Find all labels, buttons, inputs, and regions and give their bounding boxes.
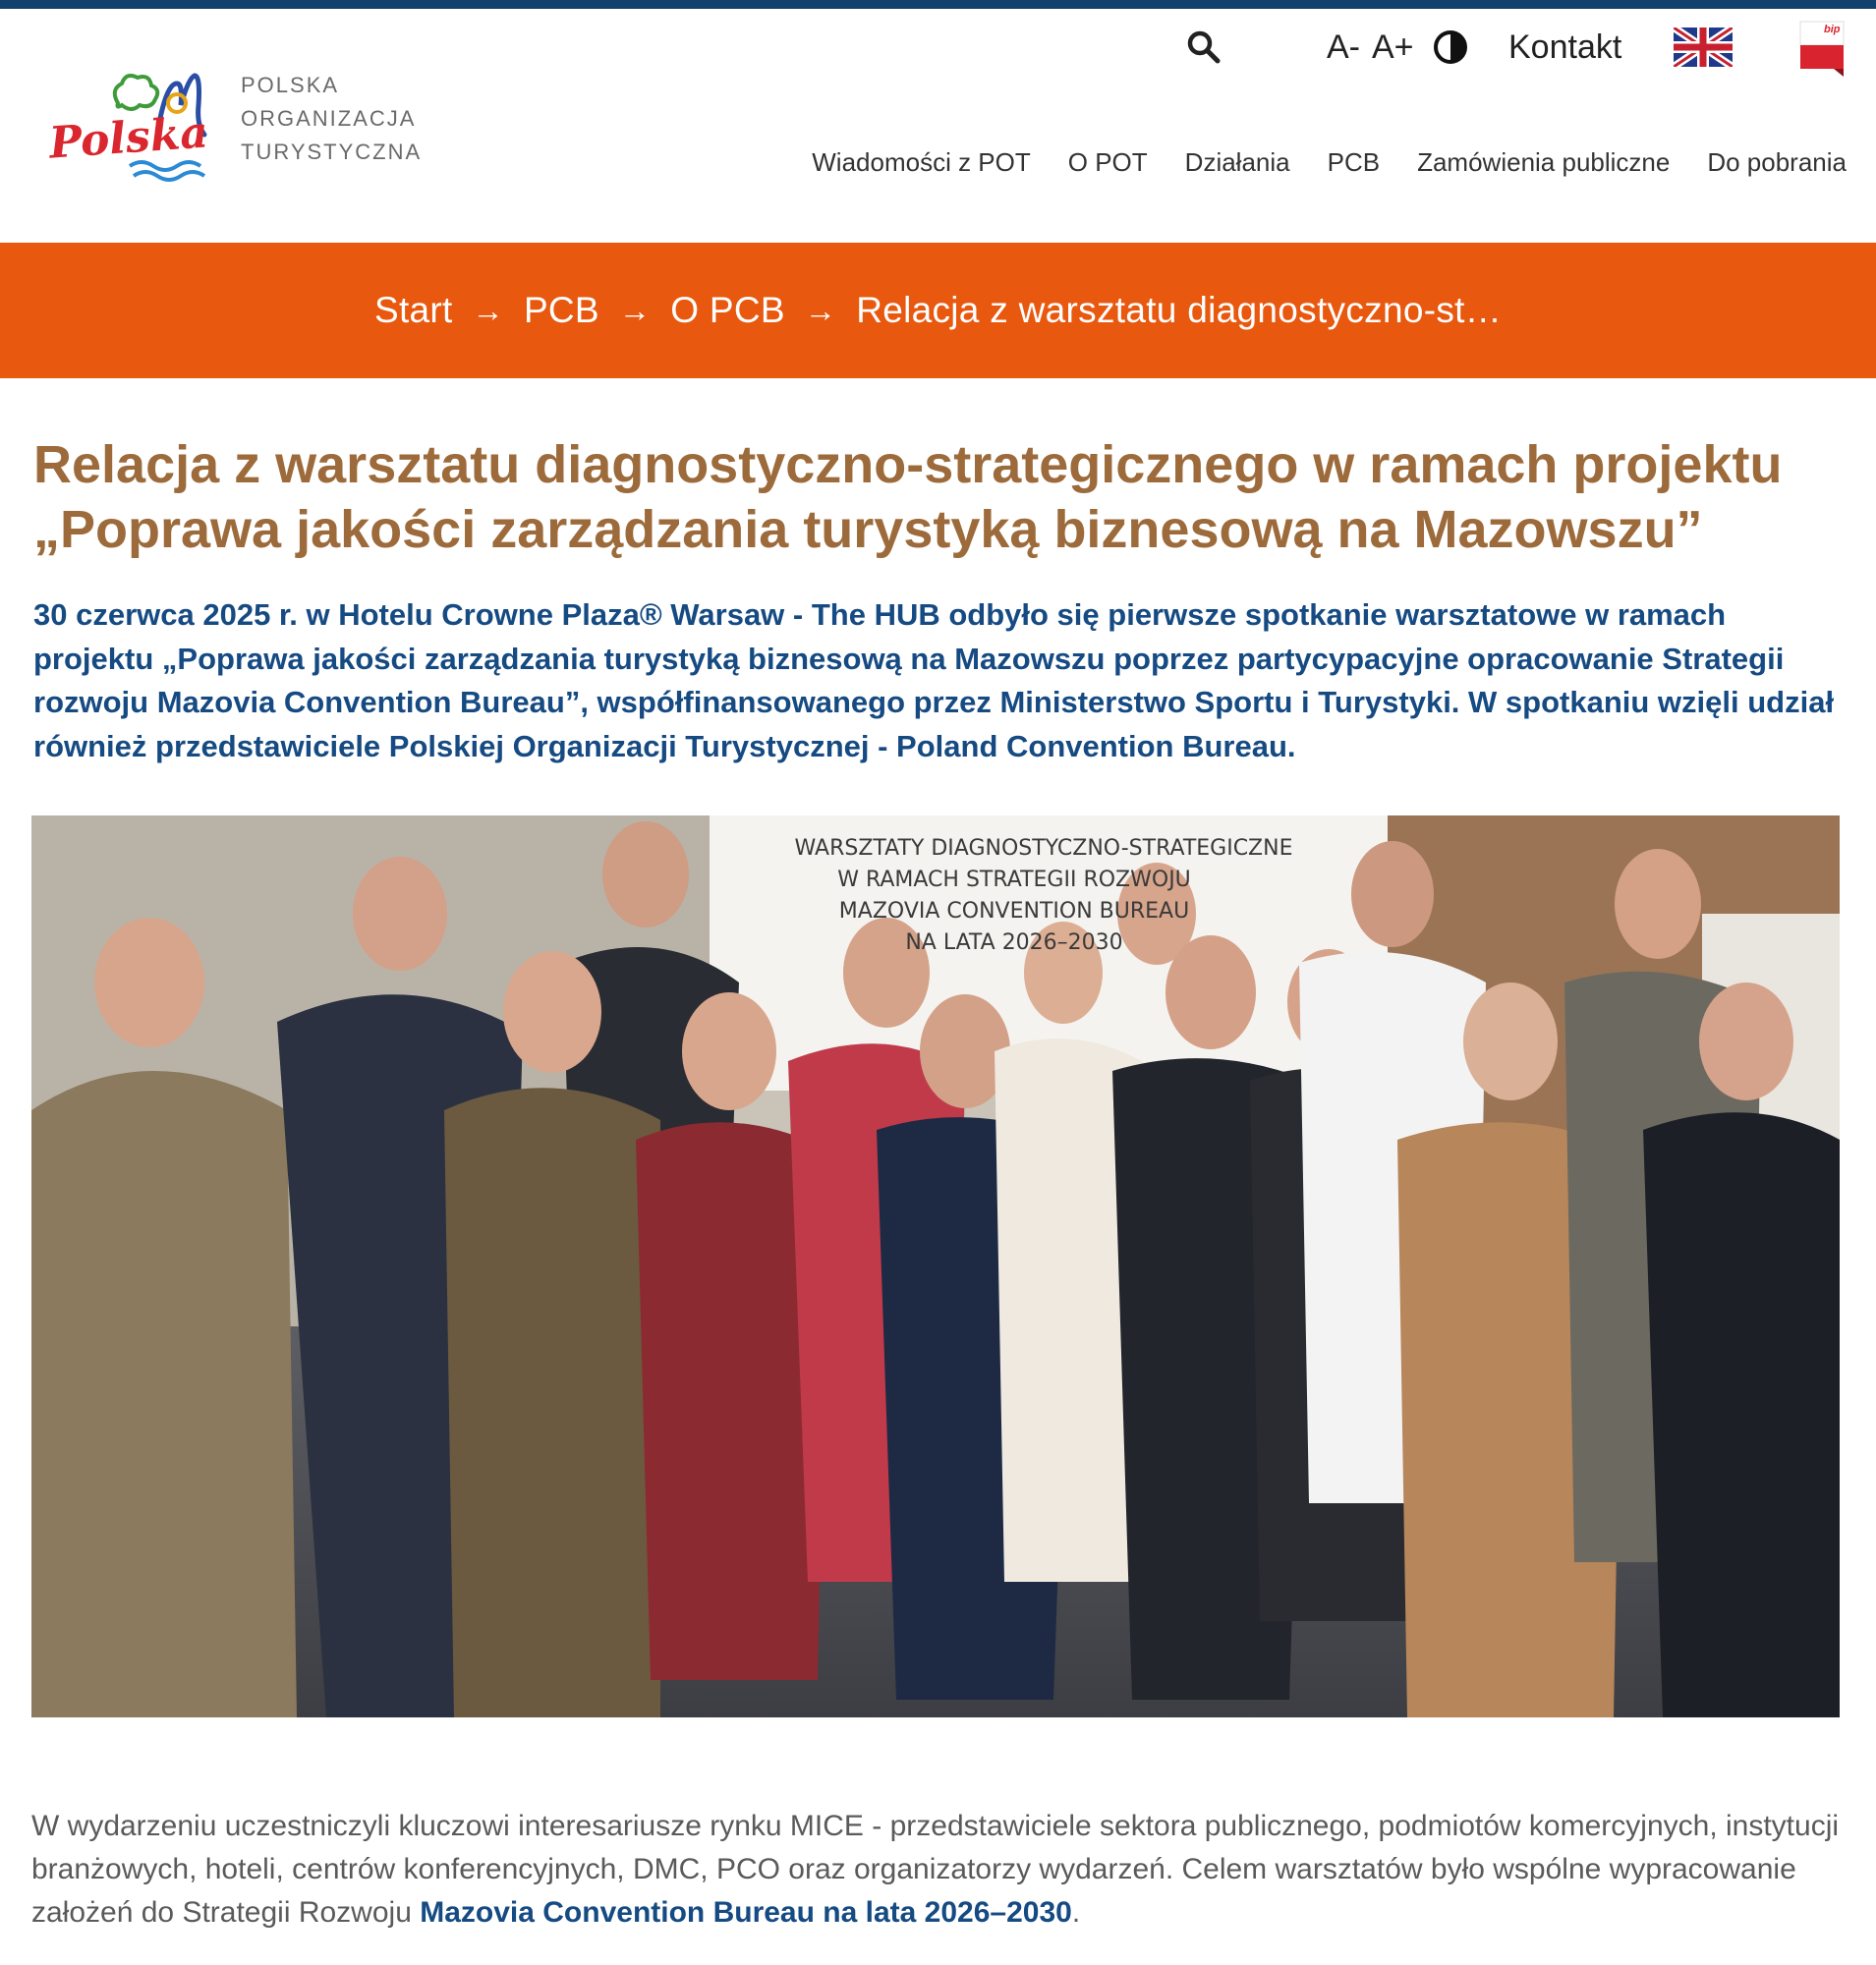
bip-icon[interactable] — [1798, 20, 1846, 77]
photo-screen-line-3: MAZOVIA CONVENTION BUREAU — [838, 899, 1190, 924]
nav-item-o-pot[interactable]: O POT — [1067, 147, 1148, 177]
logo-wordmark: Polska — [47, 107, 210, 169]
breadcrumb — [374, 290, 1502, 331]
polska-logo[interactable] — [49, 64, 236, 187]
organization-name — [241, 69, 422, 169]
page-title-line-1: Relacja z warsztatu diagnostyczno-strategicznego w ramach projektu — [33, 435, 1783, 494]
nav-item-do-pobrania[interactable]: Do pobrania — [1707, 147, 1847, 177]
article-photo[interactable] — [31, 815, 1840, 1717]
breadcrumb-pcb[interactable]: PCB — [523, 290, 599, 330]
org-name-line-3: TURYSTYCZNA — [241, 140, 423, 164]
nav-item-wiadomosci[interactable]: Wiadomości z POT — [812, 147, 1031, 177]
breadcrumb-arrow-icon: → — [472, 292, 504, 328]
search-icon[interactable] — [1182, 22, 1225, 73]
article-body-text: W wydarzeniu uczestniczyli kluczowi interesariusze rynku MICE - przedstawiciele sektora publicznego, podmiotów komercyjnych, instytucji branżowych, hoteli, centrów konferencyjnych, DMC, PCO oraz organizatorzy wydarzeń. Celem warsztatów było wspólne wypracowanie założeń do Strategii Rozwoju — [31, 1810, 1840, 1929]
photo-screen-line-2: W RAMACH STRATEGII ROZWOJU — [837, 868, 1191, 892]
contact-link[interactable]: Kontakt — [1508, 28, 1622, 66]
photo-screen-line-4: NA LATA 2026–2030 — [905, 930, 1123, 955]
top-accent-bar — [0, 0, 1876, 13]
breadcrumb-o-pcb[interactable]: O PCB — [670, 290, 785, 330]
nav-item-dzialania[interactable]: Działania — [1184, 147, 1290, 177]
article-body-end: . — [1071, 1896, 1081, 1929]
page-title — [33, 432, 1842, 562]
page-title-line-2: „Poprawa jakości zarządzania turystyką biznesową na Mazowszu” — [33, 500, 1703, 559]
font-increase-button[interactable]: A+ — [1372, 28, 1414, 66]
org-name-line-1: POLSKA — [241, 73, 340, 97]
photo-screen-line-1: WARSZTATY DIAGNOSTYCZNO-STRATEGICZNE — [794, 836, 1293, 861]
bip-label: bip — [1824, 24, 1841, 35]
article-lead: 30 czerwca 2025 r. w Hotelu Crowne Plaza® Warsaw - The HUB odbyło się pierwsze spotkanie warsztatowe w ramach projektu „Poprawa jakości zarządzania turystyką biznesową na Mazowszu poprzez partycypacyjne opracowanie Strategii rozwoju Mazovia Convention Bureau”, współfinansowanego przez Ministerstwo Sportu i Turystyki. W spotkaniu wzięli udział również przedstawiciele Polskiej Organizacji Turystycznej - Poland Convention Bureau. — [33, 597, 1835, 763]
breadcrumb-current: Relacja z warsztatu diagnostyczno-st… — [856, 290, 1502, 330]
main-navigation — [774, 138, 1847, 188]
breadcrumb-arrow-icon: → — [618, 292, 652, 328]
breadcrumb-start[interactable]: Start — [373, 290, 453, 330]
nav-item-zamowienia[interactable]: Zamówienia publiczne — [1417, 147, 1671, 177]
breadcrumb-arrow-icon: → — [804, 292, 837, 328]
org-name-line-2: ORGANIZACJA — [241, 106, 417, 131]
nav-item-pcb[interactable]: PCB — [1327, 147, 1381, 177]
font-decrease-button[interactable]: A- — [1327, 28, 1360, 66]
article-body — [31, 1805, 1859, 1935]
contrast-icon[interactable] — [1430, 22, 1471, 73]
breadcrumb-band — [0, 243, 1876, 378]
mazovia-strategy-link[interactable]: Mazovia Convention Bureau na lata 2026–2030 — [420, 1896, 1072, 1929]
english-flag-icon[interactable] — [1674, 22, 1733, 73]
